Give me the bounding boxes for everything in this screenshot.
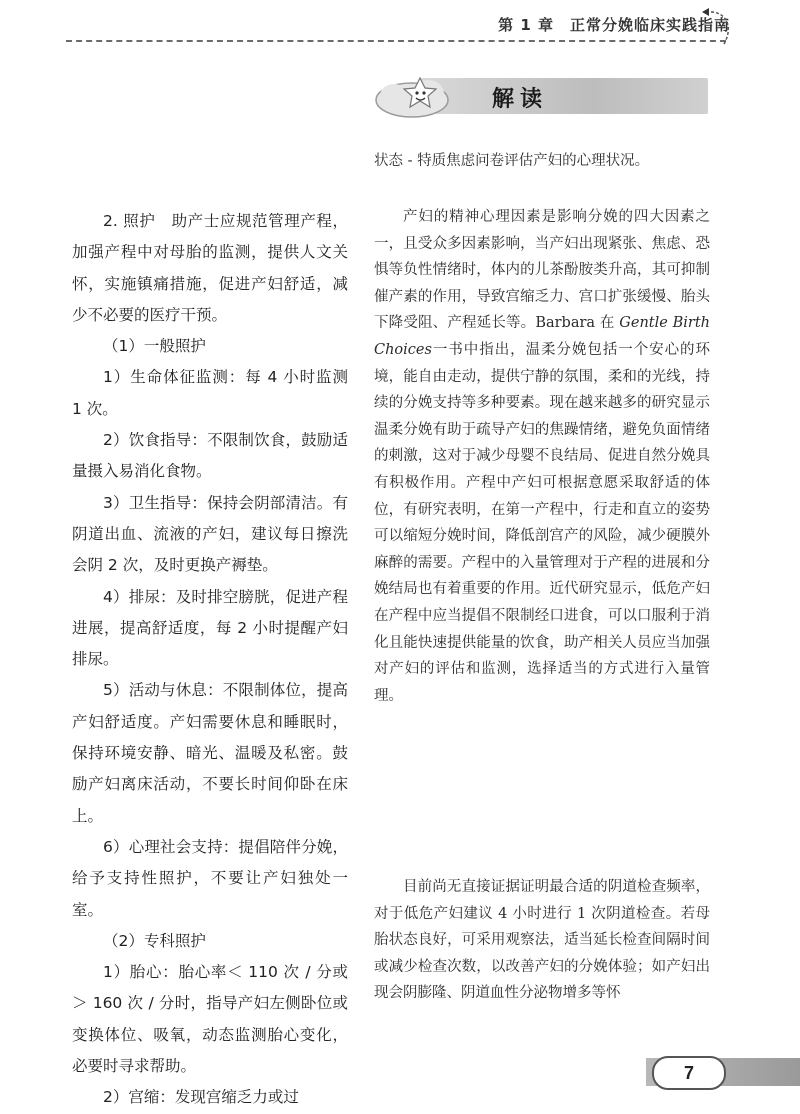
paragraph: 目前尚无直接证据证明最合适的阴道检查频率，对于低危产妇建议 4 小时进行 1 次阴道检查。若母胎状态良好，可采用观察法，适当延长检查间隔时间或减少检查次数，以改善产妇的分娩体验；如产妇出现会阴膨隆、阴道血性分泌物增多等怀	[374, 879, 710, 1002]
paragraph: 2）饮食指导：不限制饮食，鼓励适量摄入易消化食物。	[72, 431, 348, 481]
page-number: 7	[683, 1062, 694, 1083]
right-main-block	[374, 204, 710, 709]
paragraph: 1）胎心：胎心率＜ 110 次 / 分或＞ 160 次 / 分时，指导产妇左侧卧位或变换体位、吸氧，动态监测胎心变化，必要时寻求帮助。	[72, 963, 348, 1076]
paragraph: 5）活动与休息：不限制体位，提高产妇舒适度。产妇需要休息和睡眠时，保持环境安静、暗光、温暖及私密。鼓励产妇离床活动，不要长时间仰卧在床上。	[72, 681, 348, 825]
right-second-block	[374, 874, 710, 1007]
paragraph: 1）生命体征监测：每 4 小时监测 1 次。	[72, 368, 348, 418]
left-column	[72, 206, 348, 1114]
paragraph: （2）专科照护	[103, 931, 206, 950]
right-intro-block	[374, 148, 710, 175]
page-number-badge	[652, 1056, 726, 1090]
paragraph	[374, 204, 710, 709]
paragraph: 2. 照护 助产士应规范管理产程，加强产程中对母胎的监测，提供人文关怀，实施镇痛措施，促进产妇舒适，减少不必要的医疗干预。	[72, 212, 348, 324]
paragraph: 状态 - 特质焦虑问卷评估产妇的心理状况。	[374, 153, 650, 169]
text-run: 一书中指出，温柔分娩包括一个安心的环境，能自由走动，提供宁静的氛围，柔和的光线，持续的分娩支持等多种要素。现在越来越多的研究显示温柔分娩有助于疏导产妇的焦躁情绪，避免负面情绪的刺激，这对于减少母婴不良结局、促进自然分娩具有积极作用。产程中产妇可根据意愿采取舒适的体位，有研究表明，在第一产程中，行走和直立的姿势可以缩短分娩时间，降低剖宫产的风险，减少硬膜外麻醉的需要。产程中的入量管理对于产程的进展和分娩结局也有着重要的作用。近代研究显示，低危产妇在产程中应当提倡不限制经口进食，可以口服利于消化且能快速提供能量的饮食，助产相关人员应当加强对产妇的评估和监测，选择适当的方式进行入量管理。	[374, 341, 710, 704]
curved-arrow-icon	[700, 4, 736, 48]
text-run: 产妇的精神心理因素是影响分娩的四大因素之一，且受众多因素影响，当产妇出现紧张、焦虑、恐惧等负性情绪时，体内的儿茶酚胺类升高，其可抑制催产素的作用，导致宫缩乏力、宫口扩张缓慢、胎头下降受阻、产程延长等。Barbara 在	[374, 209, 710, 332]
interpretation-badge	[372, 72, 708, 120]
smiling-star-cloud-icon	[372, 72, 468, 120]
book-title: Gentle Birth Choices	[374, 315, 710, 358]
paragraph: 2）宫缩：发现宫缩乏力或过	[103, 1088, 299, 1107]
running-header: 第 1 章 正常分娩临床实践指南	[498, 16, 730, 34]
paragraph: 3）卫生指导：保持会阴部清洁。有阴道出血、流液的产妇，建议每日擦洗会阴 2 次，及时更换产褥垫。	[72, 493, 348, 575]
header-divider	[66, 40, 726, 42]
paragraph: 4）排尿：及时排空膀胱，促进产程进展，提高舒适度，每 2 小时提醒产妇排尿。	[72, 587, 348, 669]
badge-title: 解读	[492, 87, 549, 112]
paragraph: （1）一般照护	[103, 337, 206, 356]
paragraph: 6）心理社会支持：提倡陪伴分娩，给予支持性照护，不要让产妇独处一室。	[72, 837, 348, 919]
